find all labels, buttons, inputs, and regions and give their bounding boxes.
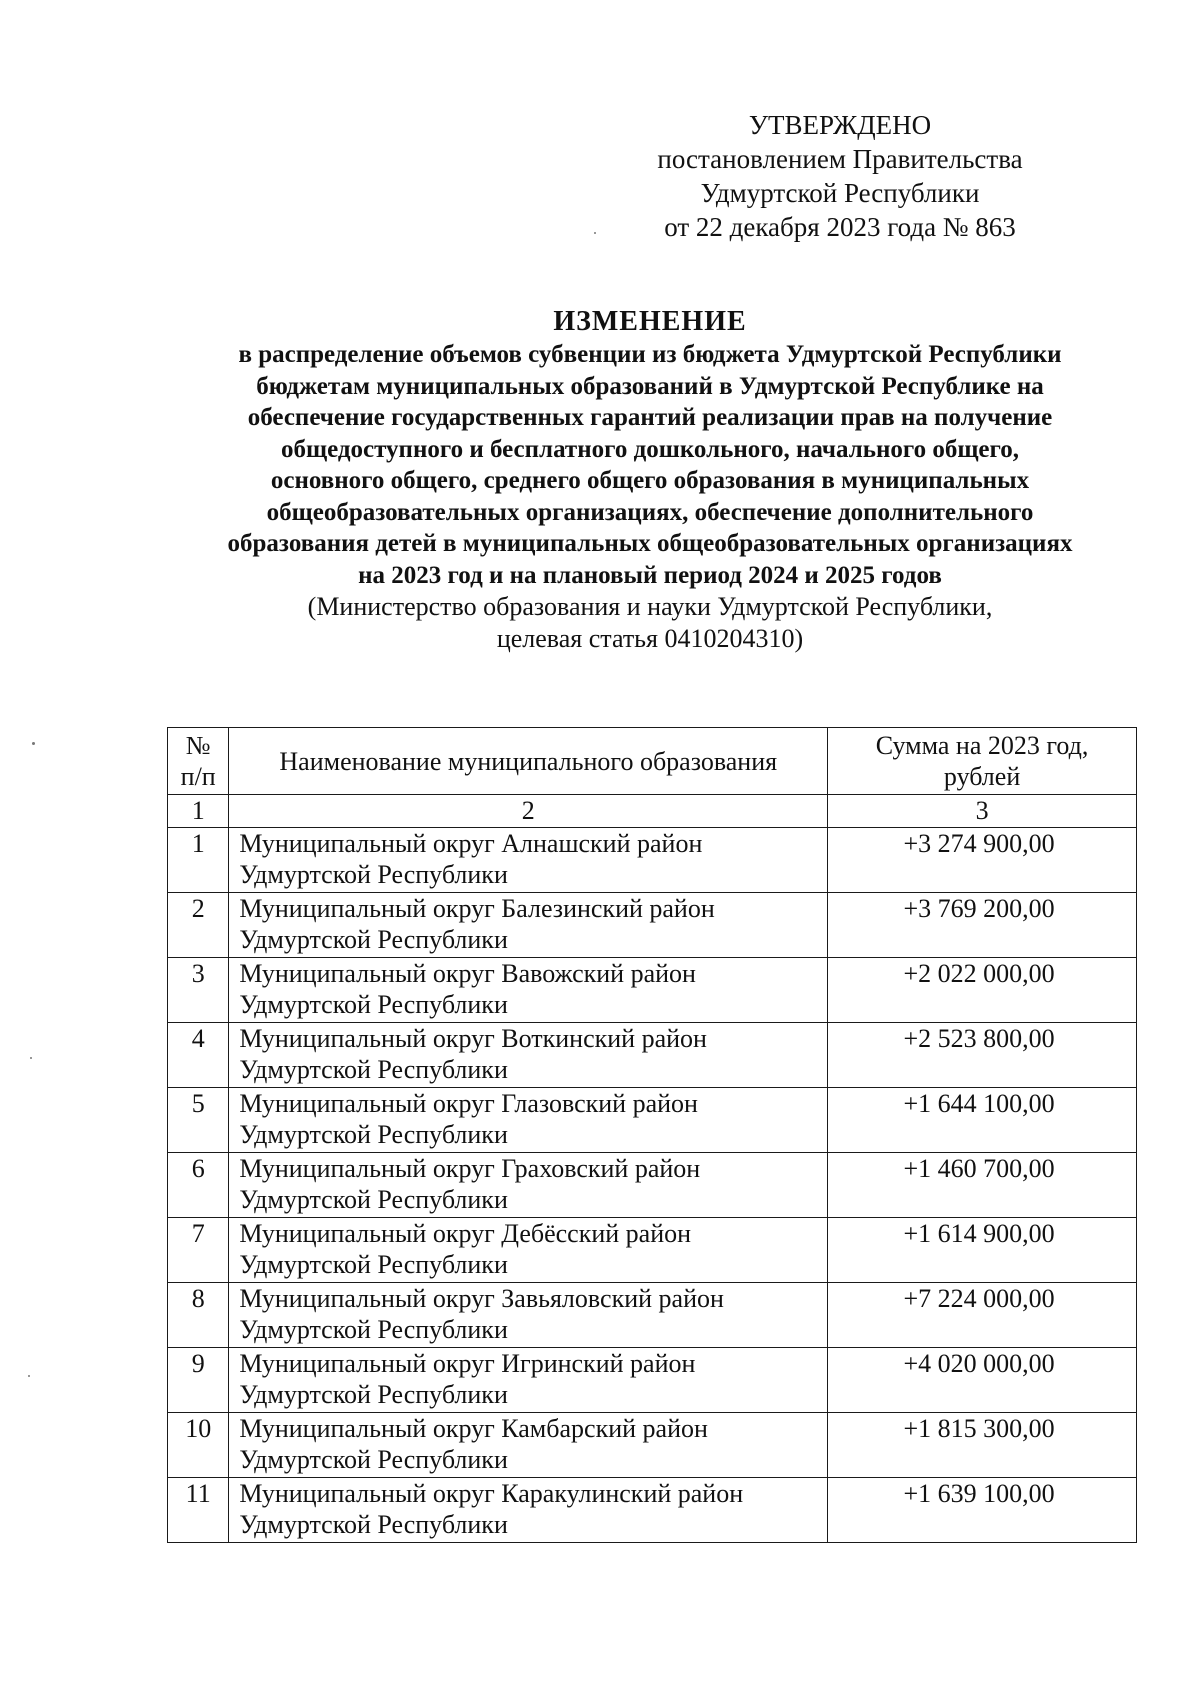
amount-value: +1 460 700,00 bbox=[903, 1154, 1055, 1183]
municipality-name-line1: Муниципальный округ Глазовский район bbox=[239, 1089, 698, 1118]
municipality-name-line2: Удмуртской Республики bbox=[239, 1120, 508, 1149]
municipality-name-line1: Муниципальный округ Балезинский район bbox=[239, 894, 715, 923]
municipality-name bbox=[229, 1283, 828, 1348]
header-num-cell bbox=[168, 728, 229, 795]
amount-value: +3 274 900,00 bbox=[903, 829, 1055, 858]
municipality-name-line2: Удмуртской Республики bbox=[239, 1250, 508, 1279]
municipality-name-line2: Удмуртской Республики bbox=[239, 1445, 508, 1474]
municipality-name bbox=[229, 1348, 828, 1413]
subtitle-line: бюджетам муниципальных образований в Удмуртской Республике на bbox=[256, 372, 1044, 400]
header-sum-line2: рублей bbox=[943, 762, 1021, 791]
approval-status: УТВЕРЖДЕНО bbox=[748, 110, 932, 140]
column-index-cell: 3 bbox=[828, 795, 1137, 828]
approval-block bbox=[600, 108, 1080, 244]
municipality-name-line2: Удмуртской Республики bbox=[239, 925, 508, 954]
municipality-name-line1: Муниципальный округ Камбарский район bbox=[239, 1414, 708, 1443]
document-heading bbox=[150, 305, 1150, 655]
document-title: ИЗМЕНЕНИЕ bbox=[553, 306, 747, 337]
column-index-cell: 1 bbox=[168, 795, 229, 828]
municipality-name-line2: Удмуртской Республики bbox=[239, 860, 508, 889]
municipality-name-line1: Муниципальный округ Завьяловский район bbox=[239, 1284, 724, 1313]
header-num-line1: № bbox=[185, 731, 211, 760]
approval-line-2: Удмуртской Республики bbox=[700, 178, 980, 208]
amount-value: +4 020 000,00 bbox=[903, 1349, 1055, 1378]
amount-cell bbox=[828, 893, 1137, 958]
subtitle-line: общедоступного и бесплатного дошкольного, начального общего, bbox=[280, 435, 1020, 463]
row-number: 9 bbox=[168, 1348, 229, 1413]
municipality-name-line1: Муниципальный округ Воткинский район bbox=[239, 1024, 707, 1053]
document-subtitle bbox=[150, 339, 1150, 591]
row-number: 10 bbox=[168, 1413, 229, 1478]
amount-cell bbox=[828, 1283, 1137, 1348]
amount-value: +3 769 200,00 bbox=[903, 894, 1055, 923]
approval-line-1: постановлением Правительства bbox=[657, 144, 1023, 174]
subtitle-line: общеобразовательных организациях, обеспечение дополнительного bbox=[266, 498, 1034, 526]
amount-value: +1 639 100,00 bbox=[903, 1479, 1055, 1508]
table-row bbox=[168, 1088, 1137, 1153]
municipality-name-line1: Муниципальный округ Дебёсский район bbox=[239, 1219, 692, 1248]
municipality-name-line2: Удмуртской Республики bbox=[239, 990, 508, 1019]
row-number: 4 bbox=[168, 1023, 229, 1088]
amount-cell bbox=[828, 1218, 1137, 1283]
municipality-name bbox=[229, 1088, 828, 1153]
row-number: 3 bbox=[168, 958, 229, 1023]
municipality-name-line1: Муниципальный округ Алнашский район bbox=[239, 829, 703, 858]
row-number: 5 bbox=[168, 1088, 229, 1153]
row-number: 6 bbox=[168, 1153, 229, 1218]
municipality-name-line1: Муниципальный округ Граховский район bbox=[239, 1154, 701, 1183]
municipality-name-line2: Удмуртской Республики bbox=[239, 1055, 508, 1084]
table-row bbox=[168, 893, 1137, 958]
row-number: 2 bbox=[168, 893, 229, 958]
scan-speck bbox=[28, 1375, 30, 1377]
amount-value: +7 224 000,00 bbox=[903, 1284, 1055, 1313]
ministry-line: (Министерство образования и науки Удмуртской Республики, bbox=[307, 592, 993, 621]
municipality-name-line2: Удмуртской Республики bbox=[239, 1315, 508, 1344]
amount-value: +1 644 100,00 bbox=[903, 1089, 1055, 1118]
amount-cell bbox=[828, 1088, 1137, 1153]
subtitle-line: образования детей в муниципальных общеобразовательных организациях bbox=[227, 530, 1073, 557]
row-number: 7 bbox=[168, 1218, 229, 1283]
table-row bbox=[168, 1478, 1137, 1543]
amount-value: +2 022 000,00 bbox=[903, 959, 1055, 988]
table-row bbox=[168, 1413, 1137, 1478]
header-sum-line1: Сумма на 2023 год, bbox=[875, 731, 1089, 760]
municipality-name bbox=[229, 893, 828, 958]
amount-value: +1 614 900,00 bbox=[903, 1219, 1055, 1248]
amount-cell bbox=[828, 1023, 1137, 1088]
table-row bbox=[168, 1153, 1137, 1218]
subvention-table bbox=[167, 727, 1137, 1543]
municipality-name bbox=[229, 958, 828, 1023]
municipality-name bbox=[229, 828, 828, 893]
ministry-line: целевая статья 0410204310) bbox=[496, 624, 804, 653]
municipality-name-line2: Удмуртской Республики bbox=[239, 1510, 508, 1539]
table-row bbox=[168, 1283, 1137, 1348]
table-body bbox=[168, 828, 1137, 1543]
municipality-name bbox=[229, 1413, 828, 1478]
header-sum-cell bbox=[828, 728, 1137, 795]
amount-cell bbox=[828, 1348, 1137, 1413]
table-row bbox=[168, 1023, 1137, 1088]
subtitle-line: в распределение объемов субвенции из бюджета Удмуртской Республики bbox=[238, 341, 1062, 368]
amount-cell bbox=[828, 1478, 1137, 1543]
row-number: 11 bbox=[168, 1478, 229, 1543]
amount-cell bbox=[828, 958, 1137, 1023]
row-number: 8 bbox=[168, 1283, 229, 1348]
municipality-name-line1: Муниципальный округ Вавожский район bbox=[239, 959, 696, 988]
scan-speck bbox=[30, 1057, 32, 1059]
amount-cell bbox=[828, 1413, 1137, 1478]
municipality-name-line1: Муниципальный округ Каракулинский район bbox=[239, 1479, 744, 1508]
ministry-note bbox=[150, 591, 1150, 655]
row-number: 1 bbox=[168, 828, 229, 893]
municipality-name-line1: Муниципальный округ Игринский район bbox=[239, 1349, 696, 1378]
header-num-line2: п/п bbox=[180, 762, 216, 791]
municipality-name bbox=[229, 1478, 828, 1543]
municipality-name bbox=[229, 1023, 828, 1088]
subtitle-line: на 2023 год и на плановый период 2024 и 2025 годов bbox=[358, 561, 942, 589]
amount-cell bbox=[828, 828, 1137, 893]
subtitle-line: основного общего, среднего общего образования в муниципальных bbox=[270, 467, 1030, 494]
table-row bbox=[168, 1218, 1137, 1283]
scan-speck bbox=[594, 232, 596, 234]
column-index-row bbox=[168, 795, 1137, 828]
municipality-name-line2: Удмуртской Республики bbox=[239, 1380, 508, 1409]
subtitle-line: обеспечение государственных гарантий реализации прав на получение bbox=[247, 404, 1053, 431]
municipality-name bbox=[229, 1153, 828, 1218]
municipality-name-line2: Удмуртской Республики bbox=[239, 1185, 508, 1214]
column-index-cell: 2 bbox=[229, 795, 828, 828]
amount-cell bbox=[828, 1153, 1137, 1218]
approval-line-3: от 22 декабря 2023 года № 863 bbox=[664, 212, 1016, 242]
scan-speck bbox=[32, 742, 35, 745]
amount-value: +1 815 300,00 bbox=[903, 1414, 1055, 1443]
header-name-cell: Наименование муниципального образования bbox=[229, 728, 828, 795]
table-row bbox=[168, 958, 1137, 1023]
table-row bbox=[168, 1348, 1137, 1413]
municipality-name bbox=[229, 1218, 828, 1283]
amount-value: +2 523 800,00 bbox=[903, 1024, 1055, 1053]
table-header-row bbox=[168, 728, 1137, 795]
table-row bbox=[168, 828, 1137, 893]
